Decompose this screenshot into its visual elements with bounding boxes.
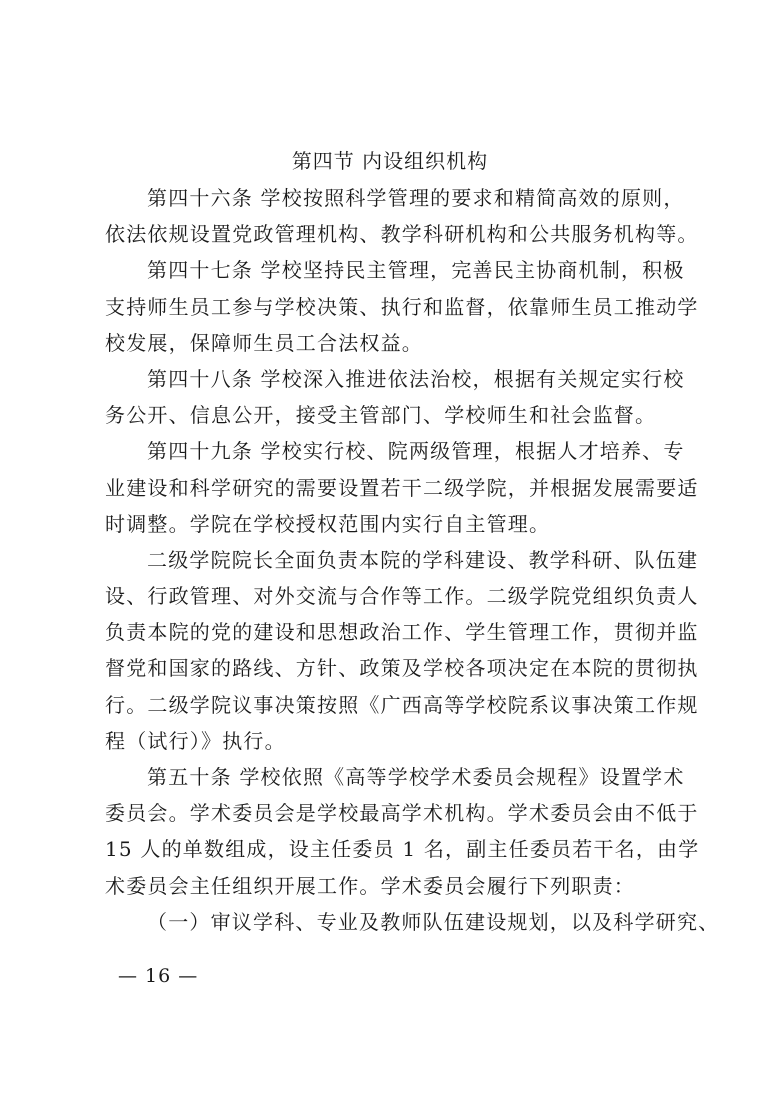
text-line: 支持师生员工参与学校决策、执行和监督，依靠师生员工推动学 bbox=[105, 294, 699, 319]
text-line: 督党和国家的路线、方针、政策及学校各项决定在本院的贯彻执 bbox=[105, 656, 699, 681]
text-line: 第四十六条 学校按照科学管理的要求和精简高效的原则， bbox=[147, 186, 685, 210]
text-line: 行。二级学院议事决策按照《广西高等学校院系议事决策工作规 bbox=[105, 692, 699, 717]
article-body bbox=[105, 180, 720, 940]
text-line: 业建设和科学研究的需要设置若干二级学院，并根据发展需要适 bbox=[105, 475, 699, 500]
text-line: 时调整。学院在学校授权范围内实行自主管理。 bbox=[105, 511, 551, 536]
text-line: 务公开、信息公开，接受主管部门、学校师生和社会监督。 bbox=[105, 403, 657, 428]
text-line: 程（试行）》执行。 bbox=[105, 728, 286, 753]
text-line: 校发展，保障师生员工合法权益。 bbox=[105, 330, 423, 355]
text-line: 依法依规设置党政管理机构、教学科研机构和公共服务机构等。 bbox=[105, 222, 699, 247]
text-line: 设、行政管理、对外交流与合作等工作。二级学院党组织负责人 bbox=[105, 584, 699, 609]
text-line: 第四十七条 学校坚持民主管理，完善民主协商机制，积极 bbox=[147, 258, 685, 283]
text-line: （一）审议学科、专业及教师队伍建设规划，以及科学研究、 bbox=[147, 909, 720, 934]
text-line: 二级学院院长全面负责本院的学科建设、教学科研、队伍建 bbox=[147, 547, 699, 572]
text-line: 第五十条 学校依照《高等学校学术委员会规程》设置学术 bbox=[147, 765, 685, 789]
section-heading: 第四节 内设组织机构 bbox=[291, 149, 489, 173]
text-line: 第四十九条 学校实行校、院两级管理，根据人才培养、专 bbox=[147, 439, 685, 464]
text-line: 负责本院的党的建设和思想政治工作、学生管理工作，贯彻并监 bbox=[105, 620, 699, 645]
text-line: 术委员会主任组织开展工作。学术委员会履行下列职责： bbox=[105, 873, 635, 898]
text-line: 第四十八条 学校深入推进依法治校，根据有关规定实行校 bbox=[147, 366, 685, 391]
page-number: — 16 — bbox=[118, 965, 199, 987]
text-line: 委员会。学术委员会是学校最高学术机构。学术委员会由不低于 bbox=[105, 801, 699, 826]
text-line: 15 人的单数组成，设主任委员 1 名，副主任委员若干名，由学 bbox=[105, 837, 700, 862]
